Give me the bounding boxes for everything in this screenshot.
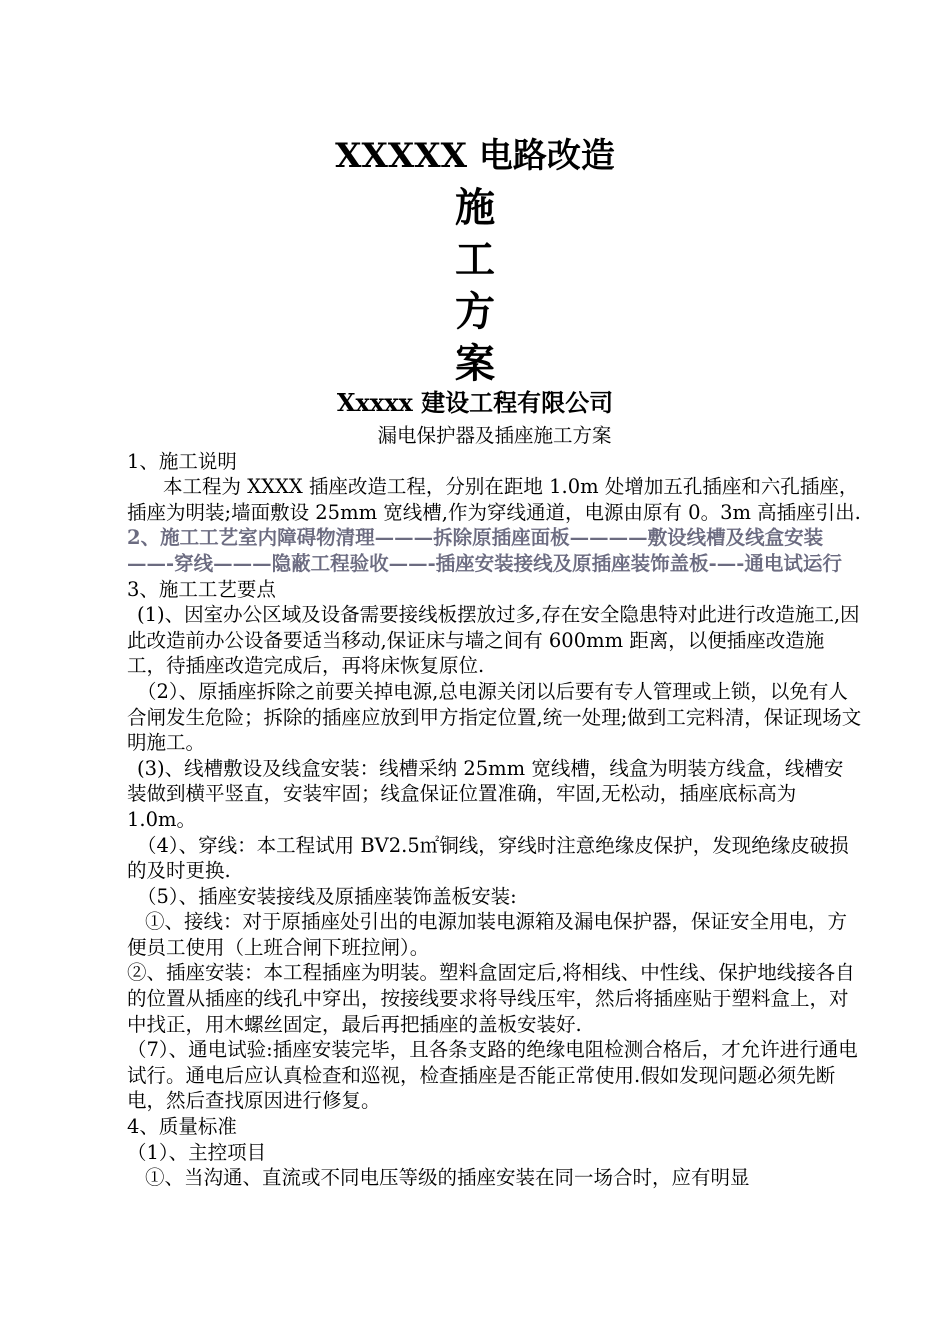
paragraph: ①、接线：对于原插座处引出的电源加装电源箱及漏电保护器，保证安全用电，方便员工使用（上班合闸下班拉闸）。 [127, 910, 848, 959]
document-subtitle: 漏电保护器及插座施工方案 [377, 424, 612, 447]
paragraph: （5）、插座安装接线及原插座装饰盖板安装: [137, 884, 517, 908]
paragraph: （7）、通电试验:插座安装完毕，且各条支路的绝缘电阻检测合格后，才允许进行通电试行。通电后应认真检查和巡视，检查插座是否能正常使用.假如发现问题必须先断电，然后查找原因进行修复。 [127, 1038, 858, 1113]
paragraph: 本工程为 XXXX 插座改造工程，分别在距地 1.0m 处增加五孔插座和六孔插座，插座为明装;墙面敷设 25mm 宽线槽,作为穿线通道，电源由原有 0。3m 高插座引出. [127, 475, 861, 524]
title-char: 案 [455, 340, 495, 387]
title-char: 施 [455, 184, 495, 231]
document-title: XXXXX 电路改造 [335, 136, 615, 176]
paragraph: （2）、原插座拆除之前要关掉电源,总电源关闭以后要有专人管理或上锁，以免有人合闸发生危险；拆除的插座应放到甲方指定位置,统一处理;做到工完料清，保证现场文明施工。 [127, 679, 862, 755]
company-name: Xxxxx 建设工程有限公司 [336, 388, 614, 417]
subsection-heading: （1）、主控项目 [127, 1140, 267, 1164]
section-heading: 4、质量标准 [127, 1115, 237, 1139]
paragraph: ①、当沟通、直流或不同电压等级的插座安装在同一场合时，应有明显 [145, 1166, 750, 1190]
paragraph: ②、插座安装：本工程插座为明装。塑料盒固定后,将相线、中性线、保护地线接各自的位置从插座的线孔中穿出，按接线要求将导线压牢，然后将插座贴于塑料盒上，对中找正，用木螺丝固定，最后再把插座的盖板安装好. [127, 961, 855, 1036]
title-char: 工 [455, 236, 495, 283]
title-char: 方 [455, 288, 495, 335]
section-heading: 3、施工工艺要点 [127, 577, 276, 601]
process-flow-heading: 2、施工工艺室内障碍物清理———拆除原插座面板————敷设线槽及线盒安装——-穿线———隐蔽工程验收——-插座安装接线及原插座装饰盖板-—-通电试运行 [127, 526, 842, 575]
paragraph: (1)、因室办公区域及设备需要接线板摆放过多,存在安全隐患特对此进行改造施工,因此改造前办公设备要适当移动,保证床与墙之间有 600mm 距离，以便插座改造施工，待插座改造完成后，再将床恢复原位. [127, 603, 860, 678]
document-body [127, 423, 862, 1191]
paragraph: （4）、穿线：本工程试用 BV2.5㎡铜线，穿线时注意绝缘皮保护，发现绝缘皮破损的及时更换. [127, 833, 849, 883]
title-vertical-chars [0, 182, 950, 390]
paragraph: (3)、线槽敷设及线盒安装：线槽采纳 25mm 宽线槽，线盒为明装方线盒，线槽安装做到横平竖直，安装牢固；线盒保证位置准确，牢固,无松动，插座底标高为 1.0m。 [127, 756, 844, 831]
section-heading: 1、施工说明 [127, 449, 237, 473]
